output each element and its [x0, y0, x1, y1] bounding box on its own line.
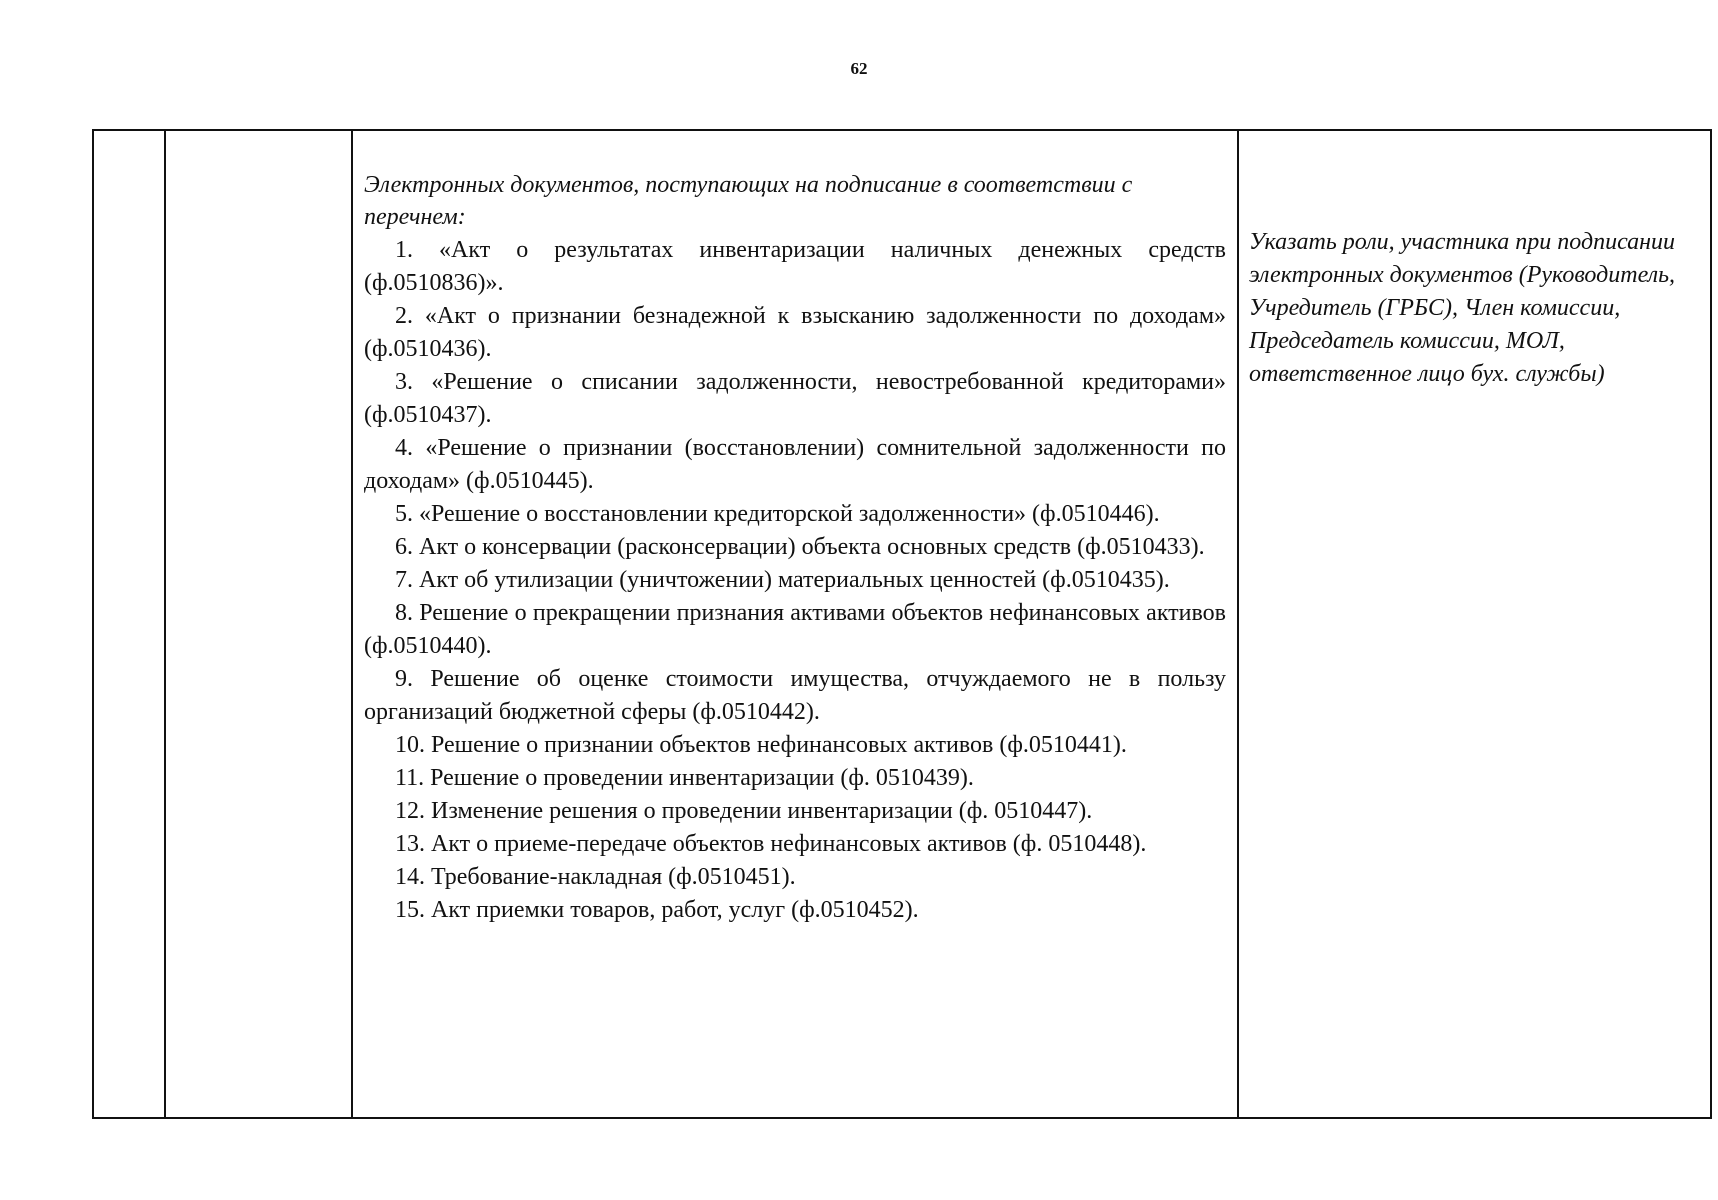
list-item: 14. Требование-накладная (ф.0510451). — [395, 864, 796, 890]
list-item: 10. Решение о признании объектов нефинансовых активов (ф.0510441). — [395, 732, 1127, 758]
document-table — [92, 129, 1712, 1119]
documents-list-cell — [352, 130, 1238, 1118]
list-item: 6. Акт о консервации (расконсервации) объекта основных средств (ф.0510433). — [395, 534, 1205, 560]
list-item: 7. Акт об утилизации (уничтожении) материальных ценностей (ф.0510435). — [395, 567, 1170, 593]
roles-cell — [1238, 130, 1711, 1118]
list-item: 1. «Акт о результатах инвентаризации наличных денежных средств (ф.0510836)». — [364, 237, 1226, 296]
list-item: 8. Решение о прекращении признания активами объектов нефинансовых активов (ф.0510440). — [364, 600, 1226, 659]
list-item: 3. «Решение о списании задолженности, невостребованной кредиторами» (ф.0510437). — [364, 369, 1226, 428]
list-item: 15. Акт приемки товаров, работ, услуг (ф.0510452). — [395, 897, 919, 923]
list-item: 9. Решение об оценке стоимости имущества, отчуждаемого не в пользу организаций бюджетной сферы (ф.0510442). — [364, 666, 1226, 725]
documents-intro: Электронных документов, поступающих на подписание в соответствии с перечнем: — [364, 172, 1133, 230]
list-item: 4. «Решение о признании (восстановлении) сомнительной задолженности по доходам» (ф.0510445). — [364, 435, 1226, 494]
empty-cell-1 — [93, 130, 165, 1118]
roles-note: Указать роли, участника при подписании электронных документов (Руководитель, Учредитель (ГРБС), Член комиссии, Председатель комиссии, МОЛ, ответственное лицо бух. службы) — [1249, 229, 1676, 387]
empty-cell-2 — [165, 130, 352, 1118]
list-item: 2. «Акт о признании безнадежной к взысканию задолженности по доходам» (ф.0510436). — [364, 303, 1226, 362]
list-item: 11. Решение о проведении инвентаризации (ф. 0510439). — [395, 765, 974, 791]
list-item: 12. Изменение решения о проведении инвентаризации (ф. 0510447). — [395, 798, 1093, 824]
page-number: 62 — [850, 59, 868, 78]
table-row — [93, 130, 1711, 1118]
list-item: 5. «Решение о восстановлении кредиторской задолженности» (ф.0510446). — [395, 501, 1160, 527]
list-item: 13. Акт о приеме-передаче объектов нефинансовых активов (ф. 0510448). — [395, 831, 1147, 857]
